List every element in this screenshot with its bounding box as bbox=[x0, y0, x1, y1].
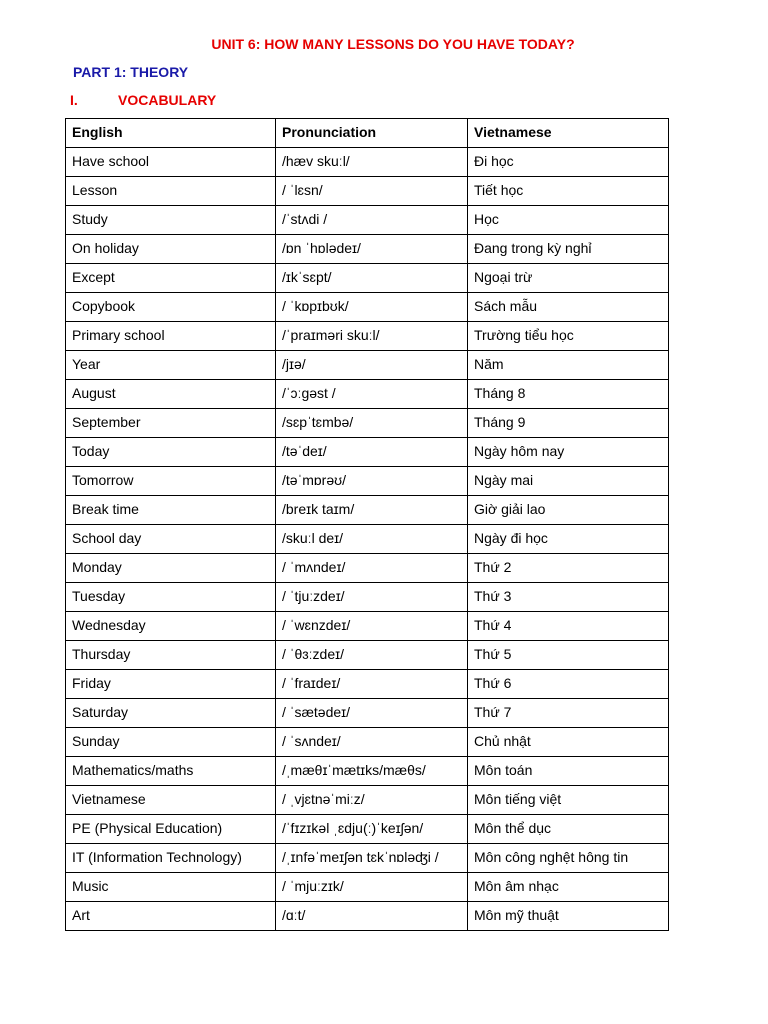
cell-pronunciation: /skuːl deɪ/ bbox=[276, 525, 468, 554]
cell-vietnamese: Đi học bbox=[468, 148, 669, 177]
table-row bbox=[66, 873, 669, 902]
cell-pronunciation: / ˈwɛnzdeɪ/ bbox=[276, 612, 468, 641]
cell-vietnamese: Ngày hôm nay bbox=[468, 438, 669, 467]
table-row bbox=[66, 351, 669, 380]
table-row bbox=[66, 670, 669, 699]
cell-pronunciation: /sɛpˈtɛmbə/ bbox=[276, 409, 468, 438]
cell-english: Sunday bbox=[66, 728, 276, 757]
cell-pronunciation: /təˈmɒrəʊ/ bbox=[276, 467, 468, 496]
table-row bbox=[66, 467, 669, 496]
cell-pronunciation: /breɪk taɪm/ bbox=[276, 496, 468, 525]
cell-english: Friday bbox=[66, 670, 276, 699]
cell-english: Have school bbox=[66, 148, 276, 177]
cell-english: Primary school bbox=[66, 322, 276, 351]
cell-vietnamese: Thứ 3 bbox=[468, 583, 669, 612]
table-row bbox=[66, 902, 669, 931]
cell-pronunciation: /ɒn ˈhɒlədeɪ/ bbox=[276, 235, 468, 264]
cell-english: PE (Physical Education) bbox=[66, 815, 276, 844]
table-row bbox=[66, 496, 669, 525]
cell-pronunciation: /təˈdeɪ/ bbox=[276, 438, 468, 467]
table-row bbox=[66, 409, 669, 438]
cell-pronunciation: / ˈmʌndeɪ/ bbox=[276, 554, 468, 583]
cell-english: IT (Information Technology) bbox=[66, 844, 276, 873]
cell-english: School day bbox=[66, 525, 276, 554]
cell-pronunciation: /ɪkˈsɛpt/ bbox=[276, 264, 468, 293]
table-row bbox=[66, 641, 669, 670]
cell-vietnamese: Sách mẫu bbox=[468, 293, 669, 322]
cell-pronunciation: / ˈfraɪdeɪ/ bbox=[276, 670, 468, 699]
cell-vietnamese: Thứ 5 bbox=[468, 641, 669, 670]
cell-vietnamese: Chủ nhật bbox=[468, 728, 669, 757]
cell-pronunciation: /ɑːt/ bbox=[276, 902, 468, 931]
cell-pronunciation: / ˌvjɛtnəˈmiːz/ bbox=[276, 786, 468, 815]
cell-pronunciation: /hæv skuːl/ bbox=[276, 148, 468, 177]
cell-vietnamese: Thứ 7 bbox=[468, 699, 669, 728]
cell-pronunciation: / ˈθɜːzdeɪ/ bbox=[276, 641, 468, 670]
table-row bbox=[66, 844, 669, 873]
cell-vietnamese: Môn tiếng việt bbox=[468, 786, 669, 815]
cell-vietnamese: Tháng 9 bbox=[468, 409, 669, 438]
cell-english: Tomorrow bbox=[66, 467, 276, 496]
table-row bbox=[66, 786, 669, 815]
cell-vietnamese: Giờ giải lao bbox=[468, 496, 669, 525]
cell-english: August bbox=[66, 380, 276, 409]
column-header-vietnamese: Vietnamese bbox=[468, 119, 669, 148]
cell-english: Mathematics/maths bbox=[66, 757, 276, 786]
cell-pronunciation: /ˈpraɪməri skuːl/ bbox=[276, 322, 468, 351]
cell-vietnamese: Ngoại trừ bbox=[468, 264, 669, 293]
cell-english: September bbox=[66, 409, 276, 438]
table-row bbox=[66, 206, 669, 235]
table-row bbox=[66, 554, 669, 583]
cell-english: Except bbox=[66, 264, 276, 293]
column-header-pronunciation: Pronunciation bbox=[276, 119, 468, 148]
table-row bbox=[66, 757, 669, 786]
cell-english: Wednesday bbox=[66, 612, 276, 641]
cell-vietnamese: Môn công nghệt hông tin bbox=[468, 844, 669, 873]
cell-vietnamese: Môn âm nhạc bbox=[468, 873, 669, 902]
cell-english: Study bbox=[66, 206, 276, 235]
cell-english: Break time bbox=[66, 496, 276, 525]
cell-pronunciation: /ˌɪnfəˈmeɪʃən tɛkˈnɒləʤi / bbox=[276, 844, 468, 873]
cell-english: Vietnamese bbox=[66, 786, 276, 815]
cell-vietnamese: Trường tiểu học bbox=[468, 322, 669, 351]
table-row bbox=[66, 438, 669, 467]
cell-vietnamese: Học bbox=[468, 206, 669, 235]
table-row bbox=[66, 293, 669, 322]
cell-vietnamese: Môn mỹ thuật bbox=[468, 902, 669, 931]
section-title: VOCABULARY bbox=[118, 92, 217, 108]
table-row bbox=[66, 177, 669, 206]
cell-vietnamese: Môn toán bbox=[468, 757, 669, 786]
cell-english: On holiday bbox=[66, 235, 276, 264]
section-number: I. bbox=[70, 92, 78, 108]
cell-pronunciation: /ˈɔːgəst / bbox=[276, 380, 468, 409]
table-row bbox=[66, 380, 669, 409]
cell-vietnamese: Năm bbox=[468, 351, 669, 380]
table-row bbox=[66, 583, 669, 612]
cell-vietnamese: Đang trong kỳ nghỉ bbox=[468, 235, 669, 264]
cell-vietnamese: Ngày đi học bbox=[468, 525, 669, 554]
cell-english: Music bbox=[66, 873, 276, 902]
cell-english: Today bbox=[66, 438, 276, 467]
cell-english: Lesson bbox=[66, 177, 276, 206]
cell-english: Saturday bbox=[66, 699, 276, 728]
cell-pronunciation: /ˈfɪzɪkəl ˌɛdju(ː)ˈkeɪʃən/ bbox=[276, 815, 468, 844]
cell-vietnamese: Ngày mai bbox=[468, 467, 669, 496]
cell-english: Year bbox=[66, 351, 276, 380]
table-row bbox=[66, 728, 669, 757]
cell-pronunciation: / ˈsætədeɪ/ bbox=[276, 699, 468, 728]
cell-pronunciation: / ˈsʌndeɪ/ bbox=[276, 728, 468, 757]
table-row bbox=[66, 235, 669, 264]
cell-english: Monday bbox=[66, 554, 276, 583]
table-row bbox=[66, 148, 669, 177]
part-title: PART 1: THEORY bbox=[73, 64, 189, 80]
cell-pronunciation: / ˈkɒpɪbʊk/ bbox=[276, 293, 468, 322]
table-row bbox=[66, 525, 669, 554]
unit-title: UNIT 6: HOW MANY LESSONS DO YOU HAVE TODAY? bbox=[211, 36, 575, 52]
table-row bbox=[66, 612, 669, 641]
cell-vietnamese: Môn thể dục bbox=[468, 815, 669, 844]
cell-pronunciation: / ˈtjuːzdeɪ/ bbox=[276, 583, 468, 612]
cell-vietnamese: Tiết học bbox=[468, 177, 669, 206]
cell-english: Art bbox=[66, 902, 276, 931]
cell-english: Thursday bbox=[66, 641, 276, 670]
cell-vietnamese: Tháng 8 bbox=[468, 380, 669, 409]
table-row bbox=[66, 264, 669, 293]
cell-pronunciation: /ˌmæθɪˈmætɪks/mæθs/ bbox=[276, 757, 468, 786]
table-row bbox=[66, 815, 669, 844]
vocabulary-table bbox=[65, 118, 669, 931]
cell-english: Copybook bbox=[66, 293, 276, 322]
cell-vietnamese: Thứ 6 bbox=[468, 670, 669, 699]
table-body bbox=[66, 148, 669, 931]
cell-vietnamese: Thứ 4 bbox=[468, 612, 669, 641]
cell-vietnamese: Thứ 2 bbox=[468, 554, 669, 583]
table-header-row bbox=[66, 119, 669, 148]
cell-pronunciation: / ˈlɛsn/ bbox=[276, 177, 468, 206]
cell-pronunciation: / ˈmjuːzɪk/ bbox=[276, 873, 468, 902]
cell-pronunciation: /ˈstʌdi / bbox=[276, 206, 468, 235]
cell-pronunciation: /jɪə/ bbox=[276, 351, 468, 380]
column-header-english: English bbox=[66, 119, 276, 148]
cell-english: Tuesday bbox=[66, 583, 276, 612]
table-row bbox=[66, 322, 669, 351]
table-row bbox=[66, 699, 669, 728]
